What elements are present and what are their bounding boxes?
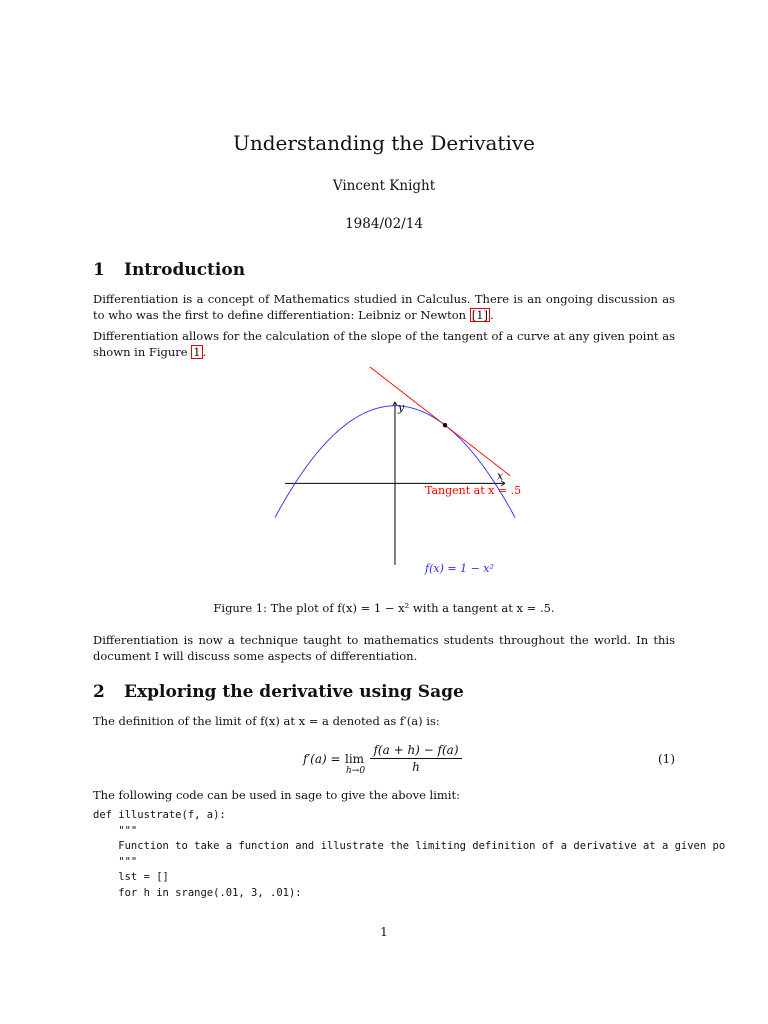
equation-denominator: h: [412, 760, 420, 774]
paragraph-text: Differentiation is a concept of Mathematics studied in Calculus. There is an ongoing discussion as to who was the first to define differentiation: Leibniz or Newton: [93, 292, 675, 322]
curve-label: f(x) = 1 − x²: [425, 562, 494, 575]
intro-paragraph-1: [93, 291, 675, 323]
paragraph-text: Differentiation allows for the calculation of the slope of the tangent of a curve at any given point as shown in Figure: [93, 329, 675, 359]
equation-lhs: f′(a) =: [303, 752, 341, 766]
tangent-point: [443, 423, 447, 427]
section-number: 1: [93, 260, 105, 280]
tangent-label: Tangent at x = .5: [425, 484, 522, 497]
section-heading-introduction: [93, 260, 245, 280]
limit-definition-text: The definition of the limit of f(x) at x = a denoted as f′(a) is:: [93, 714, 440, 728]
section-heading-sage: [93, 682, 464, 702]
equation-lim: lim: [345, 752, 365, 766]
equation-numerator: f(a + h) − f(a): [370, 743, 462, 759]
author-name: Vincent Knight: [332, 178, 436, 194]
intro-paragraph-2: [93, 328, 675, 360]
figure-reference-link[interactable]: 1: [193, 345, 201, 359]
code-listing: def illustrate(f, a): """ Function to take a function and illustrate the limiting definition of a derivative at a given po """ lst = [] for h in srange(.01, 3, .01):: [93, 809, 726, 899]
citation-link[interactable]: [1]: [471, 308, 489, 322]
y-axis-label: y: [398, 400, 405, 414]
equation-lim-subscript: h→0: [346, 766, 366, 776]
equation-fraction: [370, 743, 462, 774]
intro-paragraph-3: Differentiation is now a technique taught to mathematics students throughout the world. In this document I will discuss some aspects of differentiation.: [93, 633, 675, 663]
equation-derivative: [93, 740, 675, 780]
section-title: Exploring the derivative using Sage: [124, 682, 464, 702]
equation-number: (1): [658, 752, 675, 766]
section-title: Introduction: [124, 260, 246, 280]
figure-caption: Figure 1: The plot of f(x) = 1 − x² with a tangent at x = .5.: [213, 601, 555, 615]
paragraph-text-end: .: [490, 308, 494, 322]
paper-date: 1984/02/14: [345, 216, 423, 232]
code-intro-text: The following code can be used in sage to give the above limit:: [93, 788, 460, 802]
page-number: 1: [380, 925, 388, 939]
x-axis-label: x: [497, 469, 504, 483]
section-number: 2: [93, 682, 105, 702]
paper-title: Understanding the Derivative: [232, 131, 535, 155]
figure-plot: [235, 367, 535, 592]
tangent-series: [275, 367, 510, 476]
paragraph-text-end: .: [202, 345, 207, 359]
